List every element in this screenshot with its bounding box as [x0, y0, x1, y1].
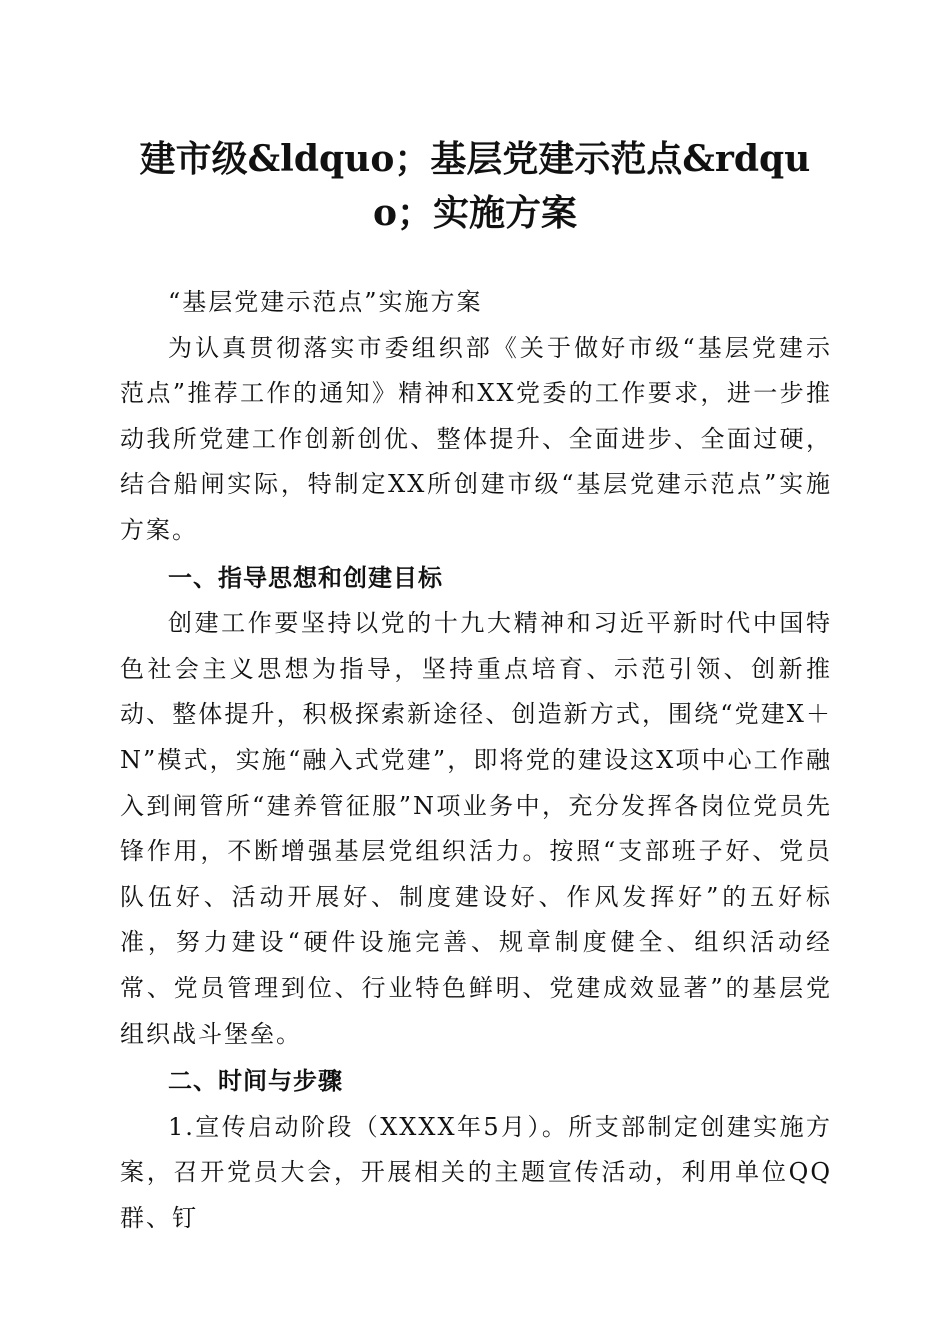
- document-title: 建市级&ldquo；基层党建示范点&rdquo；实施方案: [139, 138, 811, 234]
- section-text-guiding-ideology: 创建工作要坚持以党的十九大精神和习近平新时代中国特色社会主义思想为指导，坚持重点培育、示范引领、创新推动、整体提升，积极探索新途径、创造新方式，围绕“党建X＋N”模式，实施“融入式党建”，即将党的建设这X项中心工作融入到闸管所“建养管征服”N项业务中，充分发挥各岗位党员先锋作用，不断增强基层党组织活力。按照“支部班子好、党员队伍好、活动开展好、制度建设好、作风发挥好”的五好标准，努力建设“硬件设施完善、规章制度健全、组织活动经常、党员管理到位、行业特色鲜明、党建成效显著”的基层党组织战斗堡垒。: [120, 609, 832, 1048]
- section-text-time-steps: 1.宣传启动阶段（XXXX年5月）。所支部制定创建实施方案，召开党员大会，开展相关的主题宣传活动，利用单位QQ群、钉: [120, 1112, 832, 1232]
- section-heading-guiding-ideology: 一、指导思想和创建目标: [168, 563, 443, 592]
- document-body: [120, 280, 832, 1241]
- section-heading-time-steps: 二、时间与步骤: [168, 1067, 343, 1096]
- intro-paragraph: 为认真贯彻落实市委组织部《关于做好市级“基层党建示范点”推荐工作的通知》精神和XX党委的工作要求，进一步推动我所党建工作创新创优、整体提升、全面进步、全面过硬，结合船闸实际，特制定XX所创建市级“基层党建示范点”实施方案。: [120, 333, 832, 544]
- document-subtitle: “基层党建示范点”实施方案: [168, 288, 483, 316]
